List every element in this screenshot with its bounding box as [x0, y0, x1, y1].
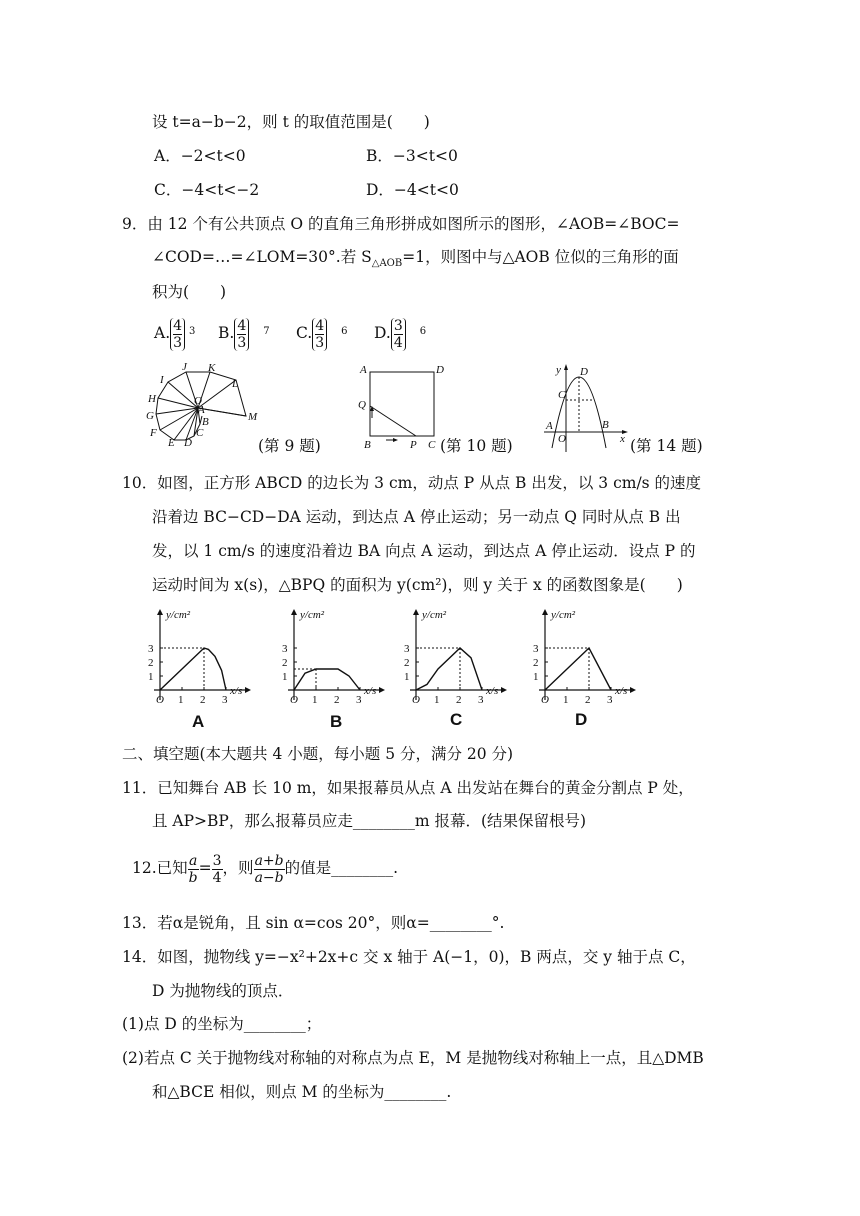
- fig14-caption: (第 14 题): [630, 437, 703, 455]
- fig9-label-g: G: [146, 410, 154, 422]
- q9-b-exp: 7: [263, 326, 270, 337]
- q9-option-a: [154, 312, 195, 352]
- q10-line4: 运动时间为 x(s)，△BPQ 的面积为 y(cm²)，则 y 关于 x 的函数图象是( ): [152, 576, 683, 594]
- q12-f1-num: a: [188, 852, 198, 869]
- y-tick-label: 3: [533, 643, 539, 655]
- q14-sub1: (1)点 D 的坐标为________；: [122, 1015, 322, 1033]
- q14-sub2b: 和△BCE 相似，则点 M 的坐标为________.: [152, 1083, 452, 1101]
- fig14-label-a: A: [546, 420, 553, 432]
- q9-c-exp: 6: [341, 326, 348, 337]
- q11-line1: 11．已知舞台 AB 长 10 m，如果报幕员从点 A 出发站在舞台的黄金分割点 P 处，: [122, 779, 694, 797]
- chart-a: [148, 606, 258, 706]
- x-tick-label: O: [156, 694, 164, 706]
- series-line: [294, 669, 360, 690]
- x-axis-label: x/s: [486, 685, 499, 697]
- fig9-label-o: O: [194, 395, 202, 407]
- y-axis-label: y/cm²: [166, 609, 191, 621]
- q12-f3-den: a−b: [254, 869, 284, 886]
- fig14-label-c: C: [558, 389, 566, 401]
- chart-d-letter: D: [575, 710, 588, 729]
- q9-d-exp: 6: [419, 326, 427, 337]
- x-tick-label: 3: [478, 694, 484, 706]
- q9-a-exp: 3: [189, 326, 196, 337]
- y-tick-label: 1: [148, 671, 154, 683]
- series-line: [416, 648, 482, 690]
- fig10-label-a: A: [360, 364, 367, 376]
- x-tick-label: 3: [607, 694, 613, 706]
- chart-b-letter: B: [330, 712, 343, 731]
- q9-line3: 积为( ): [152, 283, 227, 301]
- fig9-label-d: D: [184, 437, 192, 449]
- q14-sub2a: (2)若点 C 关于抛物线对称轴的对称点为点 E，M 是抛物线对称轴上一点，且△DMB: [122, 1049, 704, 1067]
- q12-f2-num: 3: [212, 852, 222, 869]
- q9-c-num: 4: [315, 317, 325, 334]
- q12-post: 的值是________.: [284, 859, 399, 877]
- fig9-label-j: J: [182, 361, 187, 373]
- q9-line2a: ∠COD=…=∠LOM=30°.若 S: [152, 248, 372, 266]
- fig9-label-h: H: [148, 393, 156, 405]
- x-tick-label: 2: [200, 694, 206, 706]
- y-tick-label: 2: [282, 657, 288, 669]
- y-tick-label: 1: [533, 671, 539, 683]
- x-tick-label: 2: [334, 694, 340, 706]
- fig10-caption: (第 10 题): [440, 437, 513, 455]
- y-tick-label: 2: [148, 657, 154, 669]
- series-line: [545, 648, 611, 690]
- x-axis-label: x/s: [364, 685, 377, 697]
- y-tick-label: 3: [282, 643, 288, 655]
- q9-line1: 9．由 12 个有公共顶点 O 的直角三角形拼成如图所示的图形，∠AOB=∠BOC=: [122, 215, 680, 233]
- q12-f2-den: 4: [212, 869, 222, 886]
- fig10-square-diagram: [356, 362, 446, 452]
- q10-line3: 发，以 1 cm/s 的速度沿着边 BA 向点 A 运动，到达点 A 停止运动．设点 P 的: [152, 542, 696, 560]
- fig10-label-p: P: [410, 439, 417, 451]
- fig10-label-d: D: [436, 364, 444, 376]
- q8-option-c: C．−4<t<−2: [154, 181, 260, 199]
- x-axis-arrow: [501, 687, 507, 693]
- x-axis-arrow: [245, 687, 251, 693]
- fig10-label-b: B: [364, 439, 371, 451]
- fig9-label-f: F: [150, 427, 157, 439]
- x-axis-arrow: [630, 687, 636, 693]
- y-axis-label: y/cm²: [300, 609, 325, 621]
- q9-option-d-label: D.: [374, 324, 391, 342]
- fig9-label-a: A: [198, 404, 205, 416]
- q10-line1: 10．如图，正方形 ABCD 的边长为 3 cm，动点 P 从点 B 出发，以 3 cm/s 的速度: [122, 474, 702, 492]
- fig10-label-c: C: [428, 439, 436, 451]
- q9-option-b-label: B.: [218, 324, 235, 342]
- x-tick-label: 1: [434, 694, 440, 706]
- q9-option-a-fraction: [170, 318, 185, 351]
- q12-mid: ，则: [222, 859, 254, 877]
- q14-line2: D 为抛物线的顶点．: [152, 982, 294, 1000]
- y-tick-label: 2: [533, 657, 539, 669]
- chart-c-letter: C: [450, 710, 463, 729]
- q8-option-b: B．−3<t<0: [366, 147, 458, 165]
- q8-option-d: D．−4<t<0: [366, 181, 459, 199]
- y-tick-label: 3: [148, 643, 154, 655]
- fig9-label-i: I: [160, 374, 164, 386]
- y-axis-arrow: [413, 609, 419, 615]
- fig9-spiral-diagram: [140, 362, 270, 452]
- q12-pre: 12.已知: [132, 859, 188, 877]
- fig10-label-q: Q: [358, 399, 366, 411]
- fig9-label-m: M: [248, 411, 258, 423]
- x-axis-arrow: [379, 687, 385, 693]
- q9-option-c: [296, 312, 348, 352]
- q8-stem: 设 t=a−b−2，则 t 的取值范围是( ): [152, 113, 430, 131]
- q9-line2b: =1，则图中与△AOB 位似的三角形的面: [402, 248, 679, 266]
- y-tick-label: 2: [404, 657, 410, 669]
- q14-line1: 14．如图，抛物线 y=−x²+2x+c 交 x 轴于 A(−1，0)，B 两点，交 y 轴于点 C，: [122, 948, 696, 966]
- q9-d-num: 3: [393, 317, 403, 334]
- x-tick-label: 1: [312, 694, 318, 706]
- q11-line2: 且 AP>BP，那么报幕员应走________m 报幕．(结果保留根号): [152, 812, 587, 830]
- q9-b-num: 4: [237, 317, 247, 334]
- fig14-parabola-diagram: [542, 362, 632, 452]
- q12-fraction-sum-over-diff: [254, 853, 285, 886]
- q9-line2-sub: △AOB: [371, 258, 403, 270]
- y-tick-label: 1: [282, 671, 288, 683]
- series-line: [160, 648, 226, 690]
- q12-line: [132, 846, 398, 890]
- y-axis-label: y/cm²: [422, 609, 447, 621]
- fig14-label-d: D: [580, 366, 588, 378]
- y-axis-label: y/cm²: [551, 609, 576, 621]
- chart-b: [282, 606, 392, 706]
- y-axis-arrow: [542, 609, 548, 615]
- fig9-label-k: K: [208, 362, 216, 374]
- q12-f1-den: b: [188, 869, 198, 886]
- q9-option-d: [374, 312, 426, 352]
- q9-option-a-label: A.: [154, 324, 171, 342]
- fig9-caption: (第 9 题): [258, 437, 321, 455]
- q9-d-den: 4: [393, 334, 403, 351]
- q12-fraction-a-over-b: [188, 853, 199, 886]
- chart-d: [533, 606, 643, 706]
- fig14-label-b: B: [602, 419, 609, 431]
- q12-eq: =: [198, 859, 212, 877]
- y-axis-arrow: [291, 609, 297, 615]
- x-tick-label: 2: [456, 694, 462, 706]
- q9-option-d-fraction: [391, 318, 406, 351]
- x-tick-label: 2: [585, 694, 591, 706]
- q12-f3-num: a+b: [254, 852, 284, 869]
- x-tick-label: 3: [356, 694, 362, 706]
- chart-a-letter: A: [192, 712, 205, 731]
- q9-a-den: 3: [173, 334, 183, 351]
- q9-option-c-label: C.: [296, 324, 313, 342]
- q12-fraction-3-over-4: [212, 853, 223, 886]
- x-tick-label: 1: [563, 694, 569, 706]
- fig14-label-o: O: [558, 433, 566, 445]
- chart-c: [404, 606, 514, 706]
- fig9-label-l: L: [232, 378, 239, 390]
- x-tick-label: O: [290, 694, 298, 706]
- q10-line2: 沿着边 BC−CD−DA 运动，到达点 A 停止运动；另一动点 Q 同时从点 B 出: [152, 508, 681, 526]
- y-tick-label: 3: [404, 643, 410, 655]
- fig14-label-y: y: [556, 364, 561, 376]
- q9-option-b: [218, 312, 270, 352]
- x-tick-label: 3: [222, 694, 228, 706]
- x-tick-label: 1: [178, 694, 184, 706]
- y-axis-arrow: [157, 609, 163, 615]
- q8-option-a: A．−2<t<0: [154, 147, 246, 165]
- x-tick-label: O: [412, 694, 420, 706]
- fig14-label-x: x: [620, 433, 625, 445]
- x-axis-label: x/s: [230, 685, 243, 697]
- fig9-label-c: C: [196, 427, 204, 439]
- fig9-label-b: B: [202, 416, 209, 428]
- q9-a-num: 4: [173, 317, 183, 334]
- section-2-heading: 二、填空题(本大题共 4 小题，每小题 5 分，满分 20 分): [122, 745, 514, 763]
- x-tick-label: O: [541, 694, 549, 706]
- x-axis-label: x/s: [615, 685, 628, 697]
- y-tick-label: 1: [404, 671, 410, 683]
- q9-option-c-fraction: [312, 318, 327, 351]
- q13-line: 13．若α是锐角，且 sin α=cos 20°，则α=________°.: [122, 914, 505, 932]
- q9-b-den: 3: [237, 334, 247, 351]
- fig9-label-e: E: [168, 437, 175, 449]
- q9-c-den: 3: [315, 334, 325, 351]
- q9-line2: [152, 247, 679, 274]
- q9-option-b-fraction: [234, 318, 249, 351]
